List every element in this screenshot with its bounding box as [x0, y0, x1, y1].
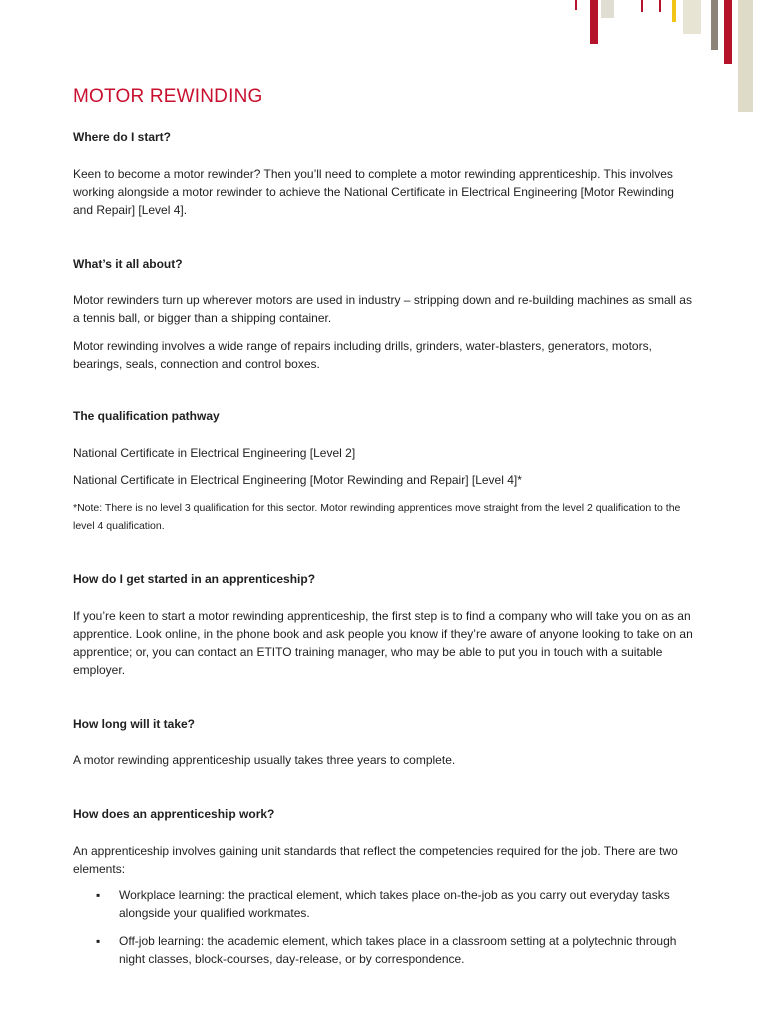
- decor-bar: [641, 0, 643, 12]
- page-title: MOTOR REWINDING: [73, 86, 263, 107]
- decor-bar: [683, 0, 701, 34]
- list-item: Workplace learning: the practical element, which takes place on-the-job as you carry out everyday tasks alongside your qualified workmates.: [119, 888, 670, 920]
- section-heading: How long will it take?: [73, 717, 196, 731]
- paragraph: An apprenticeship involves gaining unit standards that reflect the competencies required for the job. There are two elements:: [73, 844, 678, 876]
- section-heading: Where do I start?: [73, 130, 172, 144]
- decor-bar: [601, 0, 614, 18]
- paragraph: Motor rewinders turn up wherever motors are used in industry – stripping down and re-building machines as small as a tennis ball, or bigger than a shipping container.: [73, 293, 692, 325]
- decor-bar: [672, 0, 676, 22]
- paragraph: A motor rewinding apprenticeship usually takes three years to complete.: [73, 753, 456, 767]
- bullet-marker: ▪: [96, 888, 101, 902]
- section-heading: How does an apprenticeship work?: [73, 807, 275, 821]
- list-item: Off-job learning: the academic element, which takes place in a classroom setting at a polytechnic through night classes, block-courses, day-release, or by correspondence.: [119, 934, 677, 966]
- paragraph: National Certificate in Electrical Engineering [Motor Rewinding and Repair] [Level 4]*: [73, 473, 522, 487]
- bullet-marker: ▪: [96, 934, 101, 948]
- decor-bar: [724, 0, 732, 64]
- paragraph: If you’re keen to start a motor rewinding apprenticeship, the first step is to find a company who will take you on as an apprentice. Look online, in the phone book and ask people you know if they’re aware of anyone looking to take on an apprentice; or, you can contact an ETITO training manager, who may be able to put you in touch with a suitable employer.: [73, 609, 693, 677]
- decor-bar: [575, 0, 577, 10]
- decor-bar: [738, 0, 753, 112]
- section-heading: How do I get started in an apprenticeship?: [73, 572, 316, 586]
- footnote: *Note: There is no level 3 qualification for this sector. Motor rewinding apprentices move straight from the level 2 qualification to the level 4 qualification.: [73, 502, 681, 532]
- section-heading: The qualification pathway: [73, 409, 220, 423]
- section-heading: What’s it all about?: [73, 257, 183, 271]
- decor-bar: [711, 0, 718, 50]
- paragraph: National Certificate in Electrical Engineering [Level 2]: [73, 446, 356, 460]
- paragraph: Keen to become a motor rewinder? Then you’ll need to complete a motor rewinding apprenticeship. This involves working alongside a motor rewinder to achieve the National Certificate in Electrical Engineering [Motor Rewinding and Repair] [Level 4].: [73, 167, 674, 217]
- decor-bar: [590, 0, 598, 44]
- paragraph: Motor rewinding involves a wide range of repairs including drills, grinders, water-blasters, generators, motors, bearings, seals, connection and control boxes.: [73, 339, 652, 371]
- decor-bar: [659, 0, 661, 12]
